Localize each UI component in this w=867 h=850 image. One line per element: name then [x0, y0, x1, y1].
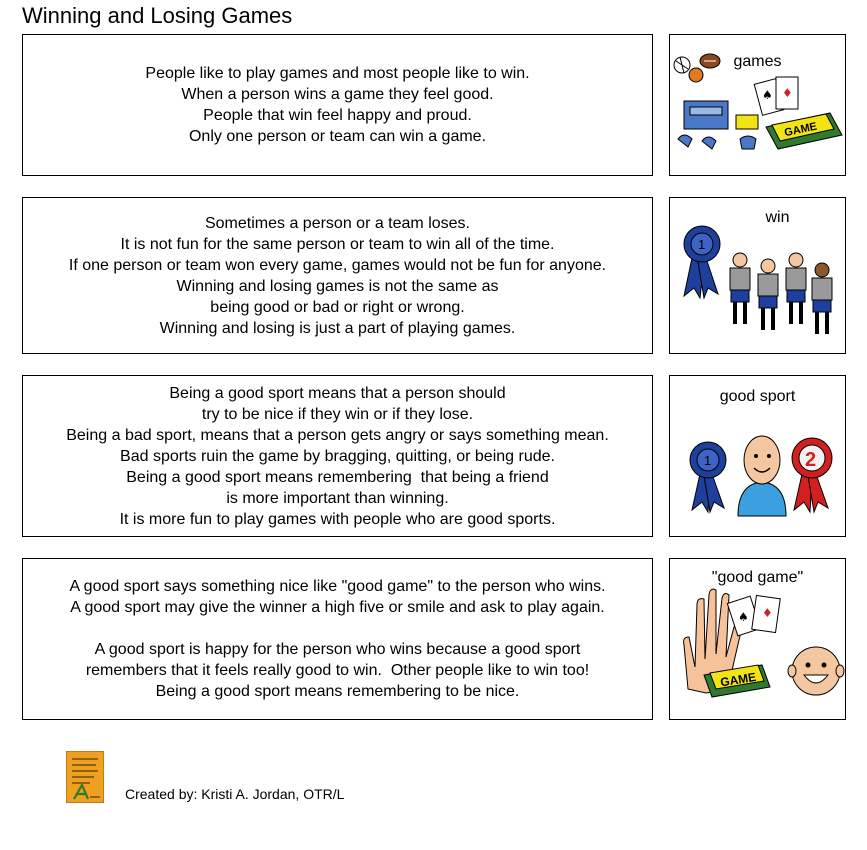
game-console-icon [678, 101, 758, 149]
svg-text:♠: ♠ [762, 88, 773, 102]
text-line: Being a good sport means that a person should [169, 384, 506, 402]
text-line-blank [69, 618, 605, 639]
text-box-2 [22, 197, 653, 354]
svg-text:♦: ♦ [782, 86, 793, 100]
playing-cards-icon [754, 77, 798, 115]
game-box-text: GAME [719, 669, 758, 690]
ribbon-number-1: 1 [704, 453, 712, 468]
text-line: A good sport is happy for the person who wins because a good sport [94, 641, 581, 658]
text-line: try to be nice if they win or if they lose. [201, 405, 474, 423]
text-line: Winning and losing is just a part of playing games. [159, 319, 516, 337]
svg-text:♠: ♠ [738, 610, 749, 624]
text-line: Being a bad sport, means that a person gets angry or says something mean. [66, 426, 609, 444]
game-box-text: GAME [783, 120, 819, 140]
red-ribbon-icon [792, 438, 832, 512]
text-line: Winning and losing games is not the same as [176, 277, 499, 295]
text-lines-4 [69, 576, 605, 702]
text-line: remembers that it feels really good to win. Other people like to win too! [85, 662, 590, 679]
text-line: Being a good sport means remembering that being a friend [126, 468, 549, 486]
text-line: People like to play games and most people like to win. [145, 65, 530, 82]
text-box-3 [22, 375, 653, 537]
text-line: Being a good sport means remembering to be nice. [155, 683, 520, 700]
text-lines-2 [69, 213, 606, 339]
text-line: A good sport may give the winner a high five or smile and ask to play again. [70, 599, 605, 616]
game-box-icon [766, 113, 842, 149]
text-lines-1 [145, 63, 529, 147]
page-title: Winning and Losing Games [22, 3, 293, 28]
picture-label-games: games [733, 53, 782, 70]
ribbon-number: 1 [698, 237, 706, 252]
text-line: Sometimes a person or a team loses. [204, 214, 470, 232]
blue-ribbon-icon [690, 442, 726, 512]
picture-box-good-game [669, 558, 846, 720]
author-credit: Created by: Kristi A. Jordan, OTR/L [125, 786, 345, 802]
text-line: being good or bad or right or wrong. [210, 298, 465, 316]
svg-text:♦: ♦ [762, 606, 773, 620]
smiling-person-icon [738, 436, 786, 516]
text-box-4 [22, 558, 653, 720]
picture-label-win: win [765, 209, 790, 226]
text-line: When a person wins a game they feel good. [181, 86, 494, 103]
text-line: Bad sports ruin the game by bragging, quitting, or being rude. [120, 447, 555, 465]
picture-label-good-sport: good sport [719, 388, 796, 405]
picture-box-good-sport [669, 375, 846, 537]
text-line: is more important than winning. [226, 489, 449, 507]
text-line: People that win feel happy and proud. [203, 107, 472, 124]
autism-center-logo [66, 751, 104, 803]
picture-box-games [669, 34, 846, 176]
team-players-icon [730, 253, 832, 334]
text-line: Only one person or team can win a game. [188, 128, 487, 145]
picture-box-win [669, 197, 846, 354]
blue-ribbon-icon [684, 226, 720, 298]
text-line: It is more fun to play games with people who are good sports. [119, 510, 556, 528]
text-box-1 [22, 34, 653, 176]
text-line: If one person or team won every game, games would not be fun for anyone. [68, 256, 607, 274]
happy-face-icon [788, 647, 844, 695]
text-line: It is not fun for the same person or team to win all of the time. [120, 235, 555, 253]
text-line: A good sport says something nice like "good game" to the person who wins. [69, 578, 606, 595]
picture-label-good-game: "good game" [711, 569, 804, 586]
text-lines-3 [66, 383, 609, 530]
ribbon-number-2: 2 [805, 449, 817, 471]
